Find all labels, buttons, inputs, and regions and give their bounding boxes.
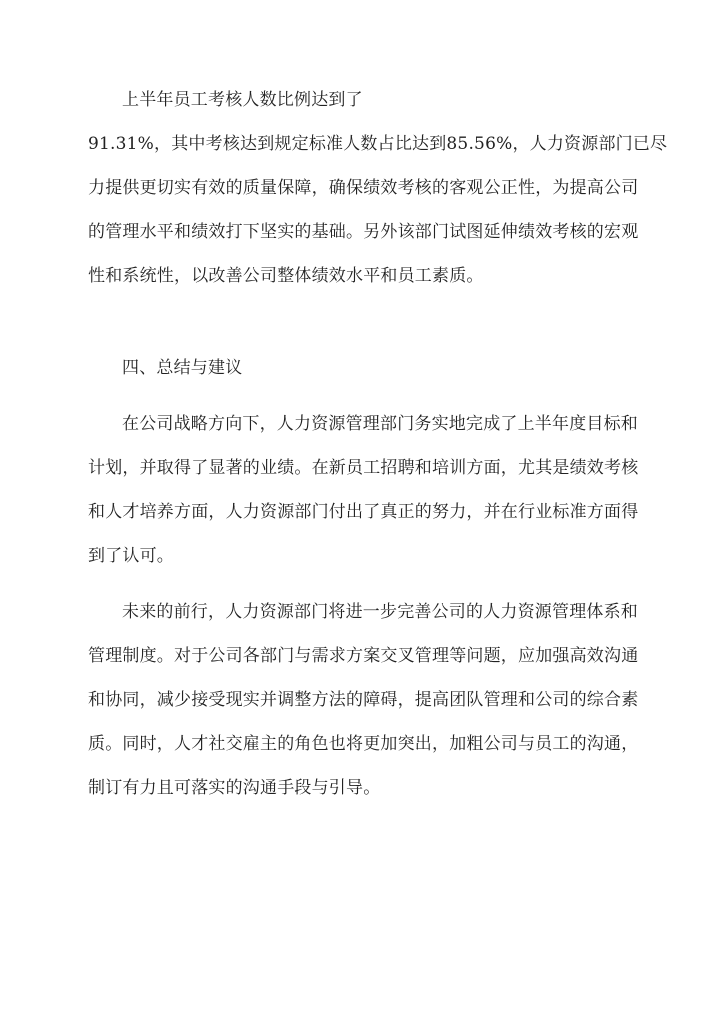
paragraph-3-line-5: 制订有力且可落实的沟通手段与引导。 [88, 778, 381, 798]
paragraph-3-line-2: 管理制度。对于公司各部门与需求方案交叉管理等问题，应加强高效沟通 [88, 646, 639, 666]
paragraph-1-line-1: 上半年员工考核人数比例达到了 [122, 90, 363, 110]
paragraph-1-line-5: 性和系统性，以改善公司整体绩效水平和员工素质。 [88, 266, 484, 286]
paragraph-2-line-3: 和人才培养方面，人力资源部门付出了真正的努力，并在行业标准方面得 [88, 502, 639, 522]
paragraph-2-line-1: 在公司战略方向下，人力资源管理部门务实地完成了上半年度目标和 [122, 414, 638, 434]
paragraph-3-line-3: 和协同，减少接受现实并调整方法的障碍，提高团队管理和公司的综合素 [88, 690, 639, 710]
paragraph-3-line-1: 未来的前行，人力资源部门将进一步完善公司的人力资源管理体系和 [122, 602, 638, 622]
section-heading: 四、总结与建议 [122, 358, 243, 378]
paragraph-1-line-3: 力提供更切实有效的质量保障，确保绩效考核的客观公正性，为提高公司 [88, 178, 639, 198]
paragraph-1-line-2: 91.31%，其中考核达到规定标准人数占比达到85.56%，人力资源部门已尽 [88, 134, 668, 154]
paragraph-1-line-4: 的管理水平和绩效打下坚实的基础。另外该部门试图延伸绩效考核的宏观 [88, 222, 639, 242]
paragraph-3-line-4: 质。同时，人才社交雇主的角色也将更加突出，加粗公司与员工的沟通， [88, 734, 639, 754]
paragraph-2-line-4: 到了认可。 [88, 546, 174, 566]
paragraph-2-line-2: 计划，并取得了显著的业绩。在新员工招聘和培训方面，尤其是绩效考核 [88, 458, 639, 478]
